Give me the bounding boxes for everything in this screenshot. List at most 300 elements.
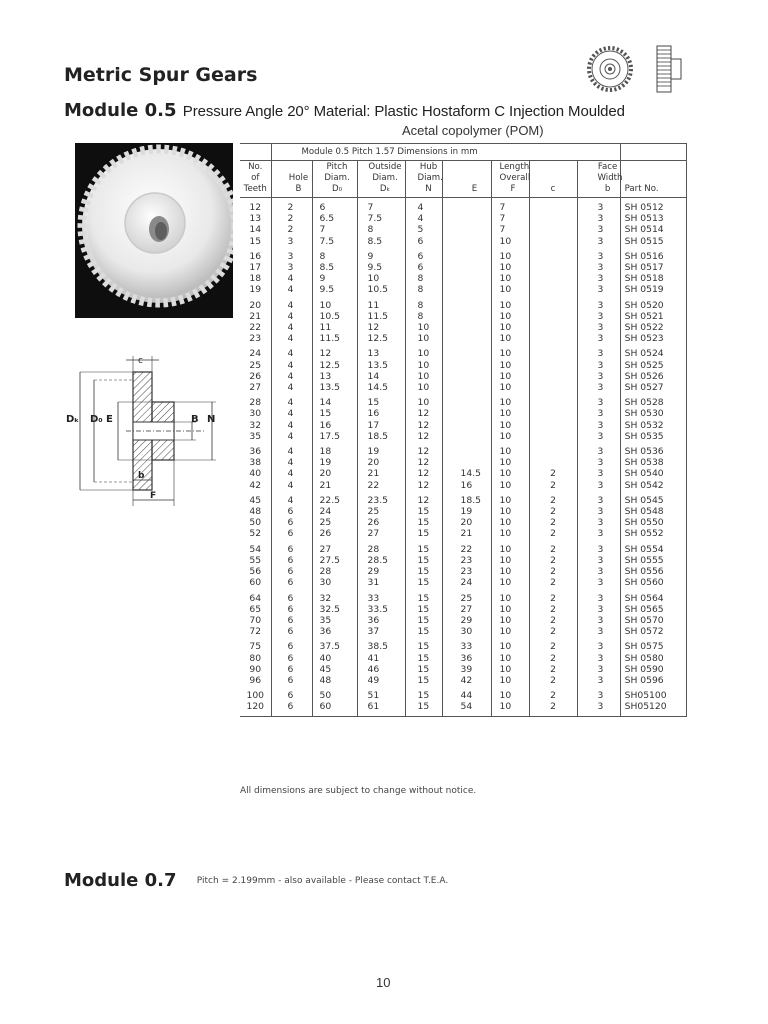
- column-header: c: [529, 161, 577, 198]
- table-cell: 24: [442, 577, 491, 588]
- table-cell: 23.5: [357, 491, 405, 506]
- table-cell: 21: [249, 310, 262, 322]
- table-cell: 4: [271, 360, 312, 371]
- table-cell: [529, 224, 577, 235]
- table-cell: 6: [271, 577, 312, 588]
- table-cell: 65: [249, 603, 262, 615]
- table-cell: 4: [271, 420, 312, 431]
- table-cell: SH 0590: [620, 664, 686, 675]
- table-cell: 12: [405, 431, 442, 442]
- table-cell: 60: [312, 701, 357, 716]
- table-cell: [442, 457, 491, 468]
- table-cell: 28: [312, 566, 357, 577]
- table-cell: [529, 236, 577, 247]
- label-f: F: [150, 491, 157, 501]
- table-cell: 8: [405, 296, 442, 311]
- table-cell: 45: [249, 494, 262, 506]
- table-cell: 10: [491, 566, 529, 577]
- table-row: [240, 555, 686, 566]
- table-cell: SH 0525: [620, 360, 686, 371]
- table-cell: 15: [405, 701, 442, 716]
- table-cell: 10: [491, 247, 529, 262]
- table-cell: [529, 284, 577, 295]
- table-cell: 9.5: [357, 262, 405, 273]
- table-cell: 3: [577, 408, 620, 419]
- table-cell: 9.5: [312, 284, 357, 295]
- table-cell: SH 0516: [620, 247, 686, 262]
- table-cell: SH 0521: [620, 311, 686, 322]
- table-cell: SH 0596: [620, 675, 686, 686]
- table-cell: 36: [442, 653, 491, 664]
- table-cell: 3: [577, 615, 620, 626]
- table-cell: 8.5: [357, 236, 405, 247]
- table-cell: 15: [405, 506, 442, 517]
- table-cell: 48: [312, 675, 357, 686]
- table-cell: 10: [491, 528, 529, 539]
- table-cell: SH 0535: [620, 431, 686, 442]
- table-cell: 12: [405, 468, 442, 479]
- gear-side-view-icon: [657, 46, 681, 92]
- table-cell: 28: [249, 397, 262, 409]
- table-cell: 30: [249, 408, 262, 420]
- table-cell: 6: [271, 555, 312, 566]
- table-cell: 10: [312, 296, 357, 311]
- table-row: [240, 311, 686, 322]
- table-cell: 72: [249, 626, 262, 638]
- table-cell: 10: [491, 322, 529, 333]
- table-cell: 22: [249, 322, 262, 334]
- table-cell: 6: [271, 604, 312, 615]
- table-row: [240, 664, 686, 675]
- table-cell: 21: [312, 480, 357, 491]
- table-cell: 3: [577, 491, 620, 506]
- table-cell: 40: [312, 653, 357, 664]
- table-cell: 4: [405, 213, 442, 224]
- table-row: [240, 393, 686, 408]
- table-cell: SH 0522: [620, 322, 686, 333]
- table-cell: SH 0512: [620, 198, 686, 214]
- table-row: [240, 675, 686, 686]
- table-cell: 14: [249, 224, 262, 236]
- label-c: c: [138, 356, 143, 366]
- module-07-note: Pitch = 2.199mm - also available - Please contact T.E.A.: [196, 876, 449, 886]
- table-cell: 3: [577, 371, 620, 382]
- table-cell: 3: [577, 675, 620, 686]
- table-cell: 10: [357, 273, 405, 284]
- table-cell: 10: [491, 506, 529, 517]
- table-cell: 70: [249, 614, 262, 626]
- table-cell: 12: [405, 480, 442, 491]
- table-cell: 3: [577, 457, 620, 468]
- table-row: [240, 589, 686, 604]
- module-07-heading: [64, 870, 448, 891]
- table-cell: 38: [249, 457, 262, 469]
- table-row: [240, 686, 686, 701]
- table-row: [240, 296, 686, 311]
- table-cell: [442, 408, 491, 419]
- table-cell: 33: [442, 637, 491, 652]
- table-cell: 17.5: [312, 431, 357, 442]
- column-header: E: [442, 161, 491, 198]
- table-cell: SH 0550: [620, 517, 686, 528]
- table-cell: 35: [249, 430, 262, 442]
- table-cell: SH 0540: [620, 468, 686, 479]
- label-b-upper: B: [191, 414, 199, 425]
- table-cell: 4: [271, 344, 312, 359]
- table-cell: SH 0515: [620, 236, 686, 247]
- table-cell: 75: [249, 641, 262, 653]
- table-cell: 3: [577, 555, 620, 566]
- table-cell: 9: [312, 273, 357, 284]
- table-row: [240, 273, 686, 284]
- table-cell: 30: [312, 577, 357, 588]
- table-cell: 3: [577, 262, 620, 273]
- module-07-label: Module 0.7: [64, 870, 177, 891]
- table-cell: 6: [271, 664, 312, 675]
- table-cell: 10: [491, 333, 529, 344]
- table-cell: 3: [577, 626, 620, 637]
- table-cell: [442, 213, 491, 224]
- table-cell: 40: [249, 468, 262, 480]
- table-cell: 13: [249, 213, 262, 225]
- table-cell: 16: [357, 408, 405, 419]
- table-cell: SH 0575: [620, 637, 686, 652]
- table-cell: 2: [529, 637, 577, 652]
- table-cell: 11.5: [312, 333, 357, 344]
- table-row: [240, 333, 686, 344]
- table-cell: 3: [577, 224, 620, 235]
- table-cell: 6.5: [312, 213, 357, 224]
- table-cell: 12: [405, 408, 442, 419]
- table-cell: 11: [312, 322, 357, 333]
- table-row: [240, 653, 686, 664]
- table-cell: SH 0536: [620, 442, 686, 457]
- table-cell: SH 0530: [620, 408, 686, 419]
- table-cell: 18: [249, 273, 262, 285]
- table-cell: 6: [271, 566, 312, 577]
- table-cell: SH 0517: [620, 262, 686, 273]
- table-cell: [442, 333, 491, 344]
- table-cell: 21: [357, 468, 405, 479]
- table-cell: 36: [249, 446, 262, 458]
- table-cell: 25: [357, 506, 405, 517]
- table-cell: 2: [529, 540, 577, 555]
- table-cell: [529, 382, 577, 393]
- table-cell: 3: [577, 604, 620, 615]
- table-cell: 4: [271, 296, 312, 311]
- table-cell: 10: [491, 236, 529, 247]
- table-cell: 4: [405, 198, 442, 214]
- table-cell: 15: [405, 604, 442, 615]
- table-cell: 3: [271, 236, 312, 247]
- table-cell: 50: [312, 686, 357, 701]
- table-cell: 15: [405, 528, 442, 539]
- label-do: D₀: [90, 414, 103, 425]
- table-cell: 3: [577, 360, 620, 371]
- table-cell: 46: [357, 664, 405, 675]
- table-cell: 41: [357, 653, 405, 664]
- table-cell: 3: [577, 589, 620, 604]
- table-cell: 3: [577, 344, 620, 359]
- table-cell: [529, 198, 577, 214]
- table-cell: SH 0554: [620, 540, 686, 555]
- table-cell: 3: [577, 296, 620, 311]
- table-cell: 33: [357, 589, 405, 604]
- table-cell: 4: [271, 491, 312, 506]
- table-cell: 28: [357, 540, 405, 555]
- table-row: [240, 457, 686, 468]
- table-cell: 6: [271, 637, 312, 652]
- table-cell: [529, 262, 577, 273]
- table-cell: 27: [249, 382, 262, 394]
- table-cell: 10: [491, 480, 529, 491]
- table-cell: 8: [405, 311, 442, 322]
- table-cell: 10: [405, 360, 442, 371]
- table-cell: 37.5: [312, 637, 357, 652]
- table-cell: 10.5: [357, 284, 405, 295]
- table-cell: 7: [491, 198, 529, 214]
- table-cell: 10: [491, 615, 529, 626]
- table-cell: 3: [577, 431, 620, 442]
- table-cell: [529, 296, 577, 311]
- table-cell: 4: [271, 457, 312, 468]
- table-cell: 17: [357, 420, 405, 431]
- table-cell: SH 0518: [620, 273, 686, 284]
- table-cell: 3: [577, 247, 620, 262]
- column-header: Hole B: [271, 161, 312, 198]
- table-cell: 6: [271, 540, 312, 555]
- table-cell: 12: [405, 420, 442, 431]
- table-cell: 4: [271, 408, 312, 419]
- table-cell: 2: [529, 653, 577, 664]
- table-cell: 12: [405, 442, 442, 457]
- table-cell: 7: [491, 213, 529, 224]
- table-cell: 10: [491, 311, 529, 322]
- table-cell: [529, 213, 577, 224]
- table-row: [240, 284, 686, 295]
- table-row: [240, 615, 686, 626]
- table-cell: 27.5: [312, 555, 357, 566]
- table-cell: [529, 247, 577, 262]
- table-cell: 3: [577, 480, 620, 491]
- table-cell: 8: [405, 284, 442, 295]
- table-cell: 2: [529, 604, 577, 615]
- label-b-lower: b: [138, 471, 145, 481]
- table-cell: 15: [405, 566, 442, 577]
- table-cell: 22: [442, 540, 491, 555]
- table-cell: SH 0514: [620, 224, 686, 235]
- table-cell: 10: [491, 382, 529, 393]
- table-cell: 3: [577, 577, 620, 588]
- table-cell: SH 0545: [620, 491, 686, 506]
- table-cell: 25: [312, 517, 357, 528]
- table-cell: 27: [357, 528, 405, 539]
- table-cell: 10: [491, 701, 529, 716]
- table-cell: 28.5: [357, 555, 405, 566]
- column-header: No. of Teeth: [240, 161, 271, 198]
- table-cell: 6: [271, 626, 312, 637]
- table-cell: [529, 371, 577, 382]
- table-cell: 12: [312, 344, 357, 359]
- table-cell: 31: [357, 577, 405, 588]
- table-cell: 4: [271, 311, 312, 322]
- table-cell: 6: [271, 686, 312, 701]
- table-cell: 7: [491, 224, 529, 235]
- table-cell: 2: [529, 675, 577, 686]
- table-cell: SH 0556: [620, 566, 686, 577]
- table-cell: 9: [357, 247, 405, 262]
- gear-cross-section-drawing: [66, 350, 226, 512]
- table-cell: 10: [491, 371, 529, 382]
- table-row: [240, 247, 686, 262]
- table-cell: 12: [405, 491, 442, 506]
- table-cell: 22.5: [312, 491, 357, 506]
- table-cell: 10: [491, 262, 529, 273]
- table-cell: 10: [491, 360, 529, 371]
- table-cell: [442, 247, 491, 262]
- table-cell: [442, 273, 491, 284]
- table-cell: 96: [249, 674, 262, 686]
- table-cell: 21: [442, 528, 491, 539]
- table-cell: 15: [405, 637, 442, 652]
- table-cell: 24: [249, 348, 262, 360]
- table-cell: 27: [442, 604, 491, 615]
- table-cell: 10: [491, 284, 529, 295]
- label-n: N: [207, 414, 216, 425]
- table-cell: [529, 420, 577, 431]
- table-cell: 12: [405, 457, 442, 468]
- module-label: Module 0.5: [64, 100, 177, 121]
- table-cell: 22: [357, 480, 405, 491]
- table-cell: 16: [442, 480, 491, 491]
- table-cell: 8: [357, 224, 405, 235]
- table-cell: 3: [577, 566, 620, 577]
- table-cell: 2: [529, 506, 577, 517]
- table-cell: 45: [312, 664, 357, 675]
- table-cell: 80: [249, 652, 262, 664]
- table-cell: 13: [312, 371, 357, 382]
- table-row: [240, 468, 686, 479]
- table-cell: 3: [577, 284, 620, 295]
- page-number: 10: [376, 975, 391, 990]
- table-cell: 3: [577, 420, 620, 431]
- table-row: [240, 408, 686, 419]
- table-cell: 19: [442, 506, 491, 517]
- table-cell: 15: [405, 555, 442, 566]
- table-cell: 55: [249, 554, 262, 566]
- table-cell: 2: [529, 566, 577, 577]
- table-cell: 52: [249, 528, 262, 540]
- table-cell: 4: [271, 468, 312, 479]
- table-cell: 32.5: [312, 604, 357, 615]
- column-header: Length Overall F: [491, 161, 529, 198]
- table-cell: 10: [491, 626, 529, 637]
- table-cell: 6: [405, 262, 442, 273]
- table-cell: 10: [491, 604, 529, 615]
- table-cell: 4: [271, 382, 312, 393]
- gear-spec-table: [240, 143, 687, 717]
- table-cell: 30: [442, 626, 491, 637]
- table-cell: 10: [491, 637, 529, 652]
- table-cell: 60: [249, 577, 262, 589]
- table-cell: 120: [246, 701, 265, 713]
- table-cell: [442, 420, 491, 431]
- table-cell: 20: [357, 457, 405, 468]
- column-header: Face Width b: [577, 161, 620, 198]
- table-cell: 10: [491, 420, 529, 431]
- table-cell: SH 0519: [620, 284, 686, 295]
- table-cell: 44: [442, 686, 491, 701]
- table-cell: SH 0580: [620, 653, 686, 664]
- table-cell: 3: [577, 311, 620, 322]
- table-cell: 12: [249, 202, 262, 213]
- table-cell: 6: [271, 675, 312, 686]
- table-cell: 7: [312, 224, 357, 235]
- table-cell: 2: [529, 577, 577, 588]
- table-cell: 2: [529, 686, 577, 701]
- table-cell: 10: [491, 577, 529, 588]
- table-row: [240, 382, 686, 393]
- table-cell: 12.5: [312, 360, 357, 371]
- table-cell: 64: [249, 592, 262, 604]
- table-cell: SH 0526: [620, 371, 686, 382]
- table-row: [240, 701, 686, 716]
- table-cell: [442, 311, 491, 322]
- table-cell: 15: [357, 393, 405, 408]
- table-cell: 2: [529, 491, 577, 506]
- table-cell: 35: [312, 615, 357, 626]
- table-cell: [529, 311, 577, 322]
- table-cell: 15: [249, 235, 262, 247]
- table-cell: 15: [405, 615, 442, 626]
- table-cell: 42: [249, 479, 262, 491]
- table-cell: 13.5: [357, 360, 405, 371]
- table-cell: 3: [577, 637, 620, 652]
- material-line: Acetal copolymer (POM): [402, 123, 544, 138]
- table-cell: [529, 360, 577, 371]
- table-cell: 10: [491, 675, 529, 686]
- table-cell: 10: [491, 589, 529, 604]
- table-cell: 2: [529, 615, 577, 626]
- table-cell: 12.5: [357, 333, 405, 344]
- gear-icons: [583, 42, 689, 96]
- table-cell: 15: [405, 540, 442, 555]
- table-row: [240, 213, 686, 224]
- table-cell: 3: [577, 468, 620, 479]
- table-cell: [442, 371, 491, 382]
- table-cell: 2: [529, 555, 577, 566]
- table-cell: 7: [357, 198, 405, 214]
- table-cell: 11: [357, 296, 405, 311]
- table-cell: 2: [529, 528, 577, 539]
- table-cell: 12: [357, 322, 405, 333]
- table-cell: 3: [577, 333, 620, 344]
- table-cell: 54: [249, 543, 262, 555]
- table-cell: [529, 322, 577, 333]
- table-cell: 15: [312, 408, 357, 419]
- table-cell: [529, 393, 577, 408]
- table-cell: 10: [405, 322, 442, 333]
- table-cell: 10: [491, 517, 529, 528]
- column-header: Part No.: [620, 161, 686, 198]
- table-top-header: Module 0.5 Pitch 1.57 Dimensions in mm: [271, 144, 620, 161]
- table-cell: 14: [312, 393, 357, 408]
- table-cell: [442, 262, 491, 273]
- table-cell: 26: [357, 517, 405, 528]
- table-cell: 10: [491, 555, 529, 566]
- table-cell: SH 0565: [620, 604, 686, 615]
- table-cell: [529, 442, 577, 457]
